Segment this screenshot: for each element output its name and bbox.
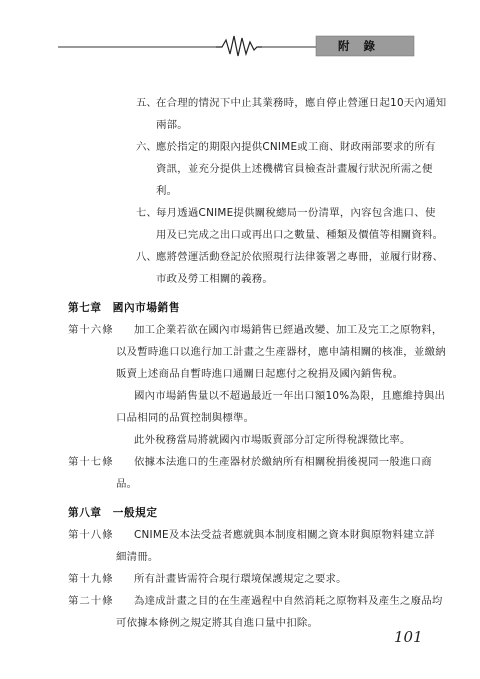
item-text-line: 用及已完成之出口或再出口之數量、種類及價值等相關資料。 [156,229,444,241]
item-text-line: 應將營運活動登記於依照現行法律簽署之專冊，並履行財務、 [156,251,444,263]
article-text-line: 此外稅務當局將就國內市場販賣部分訂定所得稅課徵比率。 [134,434,411,446]
article-label: 第十八條 [68,529,114,541]
article-text-line: 以及暫時進口以進行加工計畫之生產器材，應申請相關的核准，並繳納 [116,346,446,358]
article-text-line: 口品相同的品質控制與標準。 [116,412,255,424]
header-title: 附 錄 [338,39,381,53]
item-text-line: 資訊，並充分提供上述機構官員檢查計畫履行狀況所需之便 [156,163,433,175]
article-label: 第十六條 [68,324,114,336]
item-text-line: 應於指定的期限內提供CNIME或工商、財政兩部要求的所有 [156,141,436,153]
article-text-line: 為達成計畫之目的在生產過程中自然消耗之原物料及產生之廢品均 [134,595,443,607]
article-text-line: 所有計畫皆需符合現行環境保護規定之要求。 [134,573,347,585]
item-label: 七、 [136,207,157,219]
article-text-line: 依據本法進口的生產器材於繳納所有相關稅捐後視同一般進口商 [134,456,432,468]
item-label: 五、 [136,97,157,109]
article-text-line: 品。 [116,478,138,490]
item-text-line: 市政及勞工相關的義務。 [156,273,274,285]
chapter-heading: 第七章 國內市場銷售 [68,302,180,314]
page-number: 101 [394,628,423,646]
header-decoration [0,0,480,70]
article-label: 第十九條 [68,573,114,585]
article-text-line: 國內市場銷售量以不超過最近一年出口額10%為限，且應維持與出 [134,390,446,402]
item-text-line: 每月透過CNIME提供關稅總局一份清單，內容包含進口、使 [156,207,436,219]
item-label: 六、 [136,141,157,153]
heartbeat-wave [216,36,262,56]
article-text-line: 加工企業若欲在國內市場銷售已經過改變、加工及完工之原物料， [134,324,443,336]
item-text-line: 利。 [156,185,178,197]
item-text-line: 兩部。 [156,119,188,131]
article-text-line: CNIME及本法受益者應就與本制度相關之資本財與原物料建立詳 [134,529,435,541]
article-text-line: 可依據本條例之規定將其自進口量中扣除。 [116,617,319,629]
chapter-heading: 第八章 一般規定 [68,507,158,519]
article-label: 第二十條 [68,595,114,607]
item-label: 八、 [136,251,157,263]
item-text-line: 在合理的情況下中止其業務時，應自停止營運日起10天內通知 [156,97,447,109]
article-text-line: 販賣上述商品自暫時進口通關日起應付之稅捐及國內銷售稅。 [116,368,404,380]
article-text-line: 細清冊。 [116,551,159,563]
article-label: 第十七條 [68,456,114,468]
